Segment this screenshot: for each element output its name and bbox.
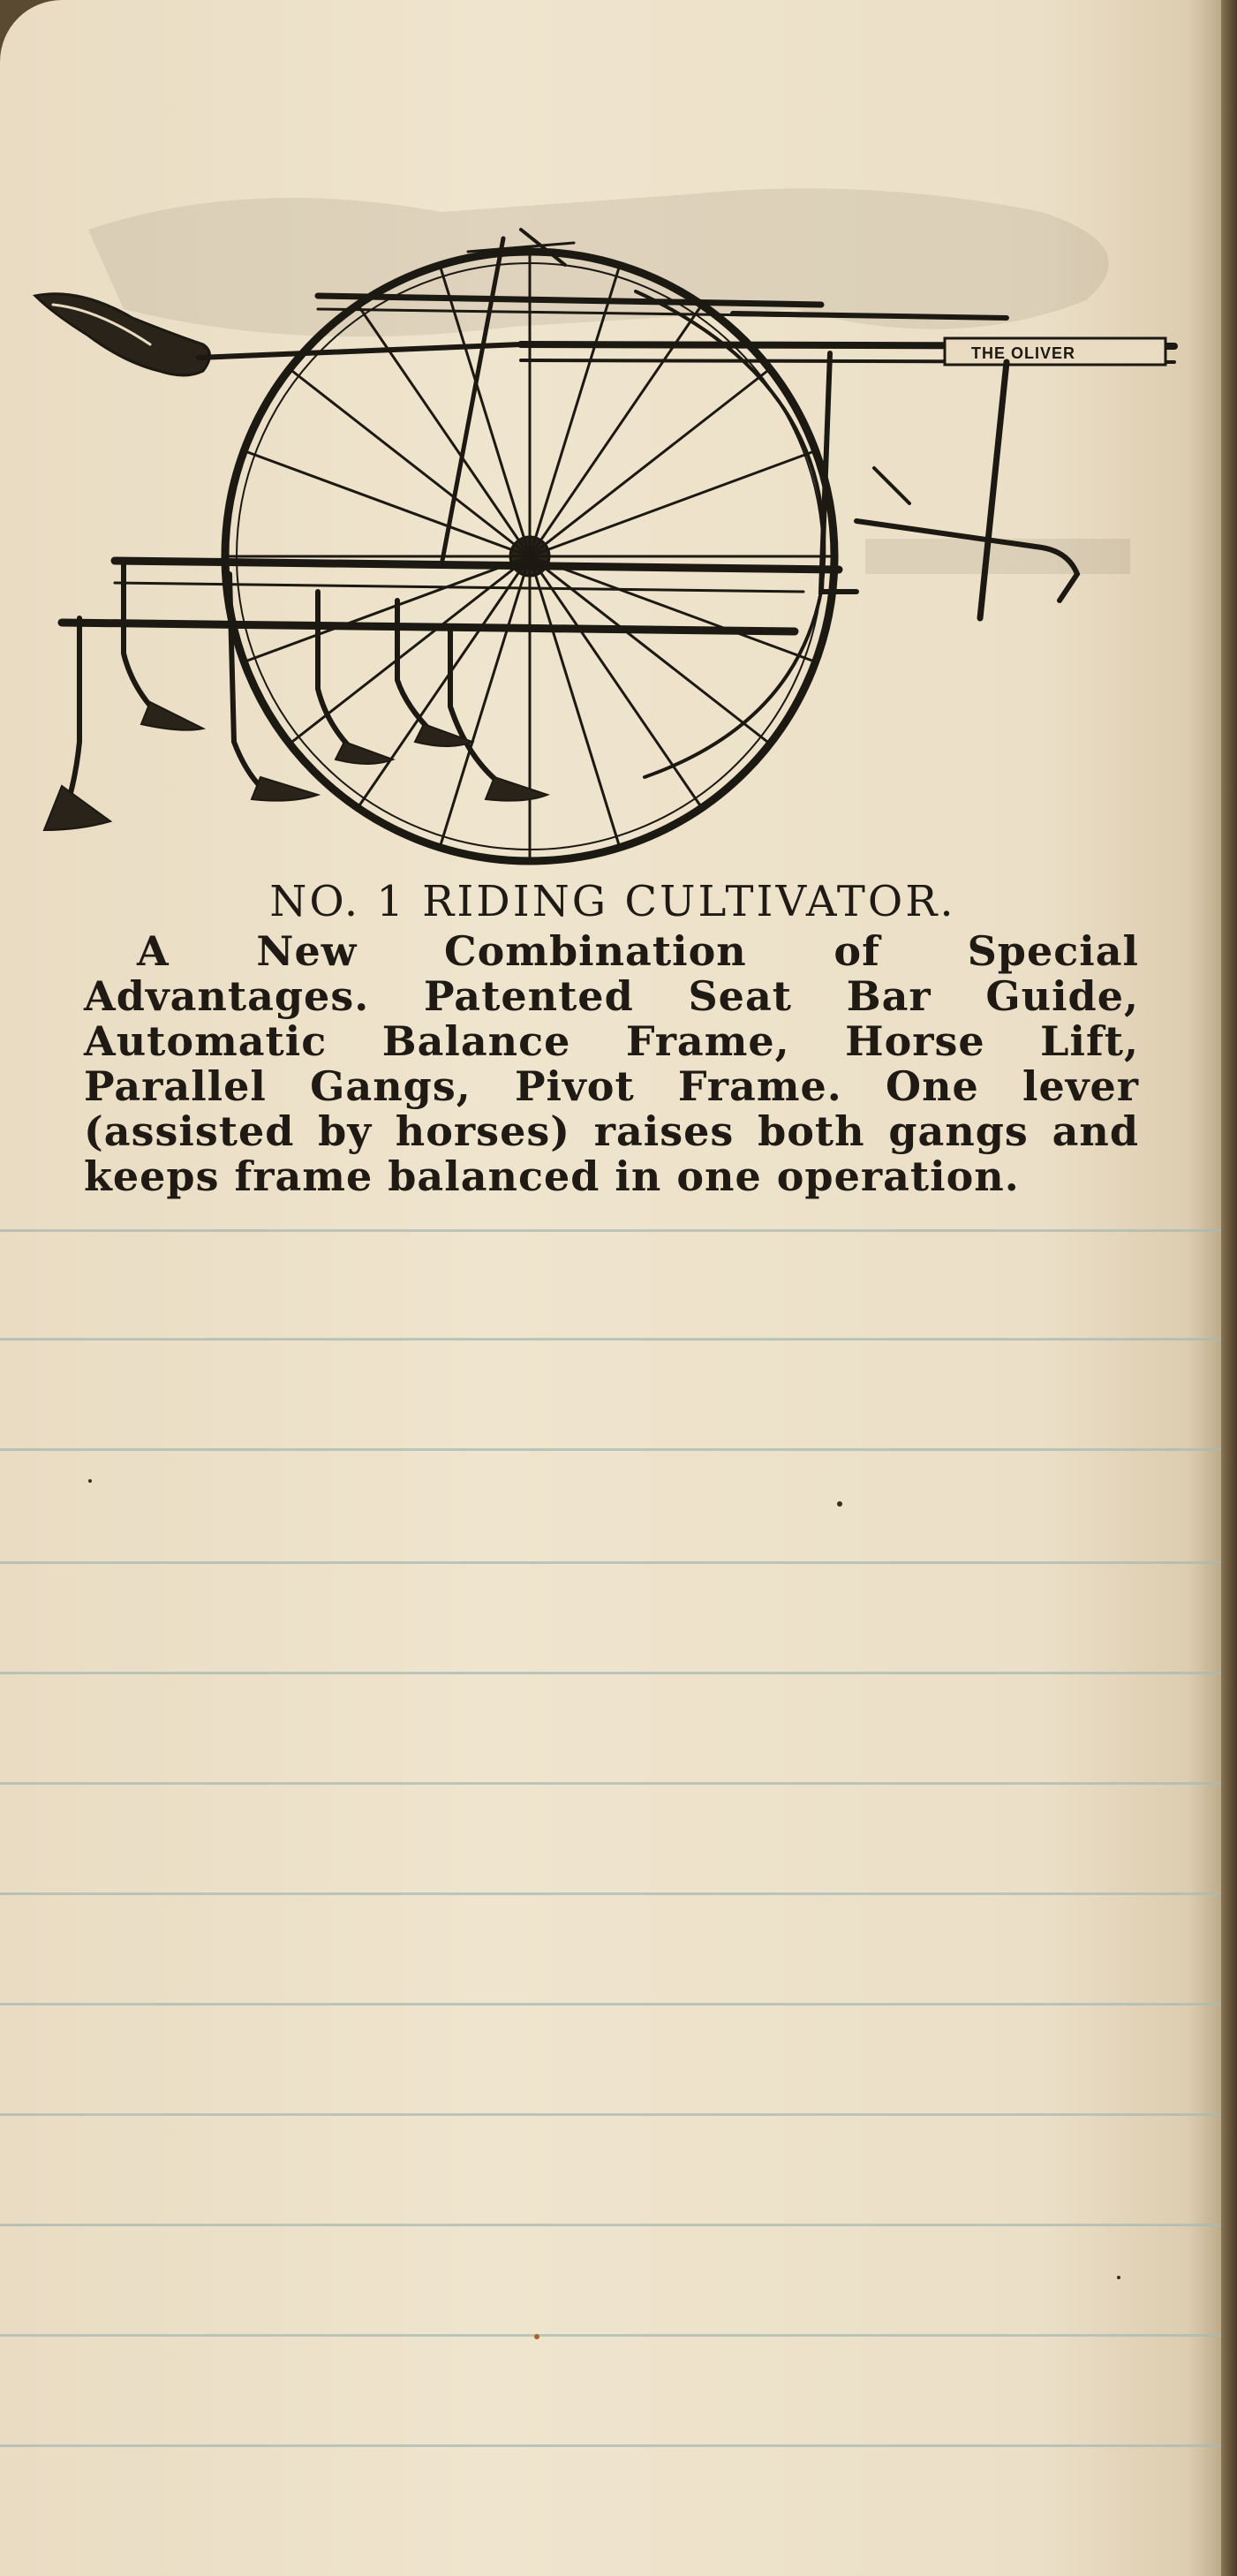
paper-speck <box>534 2334 539 2339</box>
tongue-label: THE OLIVER <box>971 344 1076 362</box>
paper-speck <box>837 1501 842 1507</box>
description-paragraph: A New Combination of Special Advantages. Patented Seat Bar Guide, Automatic Balance Frame, Horse Lift, Parallel Gangs, Pivot Frame. One lever (assisted by horses) raises both gangs and keeps frame balanced in one operation. <box>84 927 1139 1200</box>
paper-speck <box>1117 2276 1120 2279</box>
page-title: NO. 1 RIDING CULTIVATOR. <box>269 877 956 926</box>
paper-speck <box>88 1479 92 1483</box>
riding-cultivator-engraving <box>26 212 1192 865</box>
book-spine-edge <box>1221 0 1237 2576</box>
